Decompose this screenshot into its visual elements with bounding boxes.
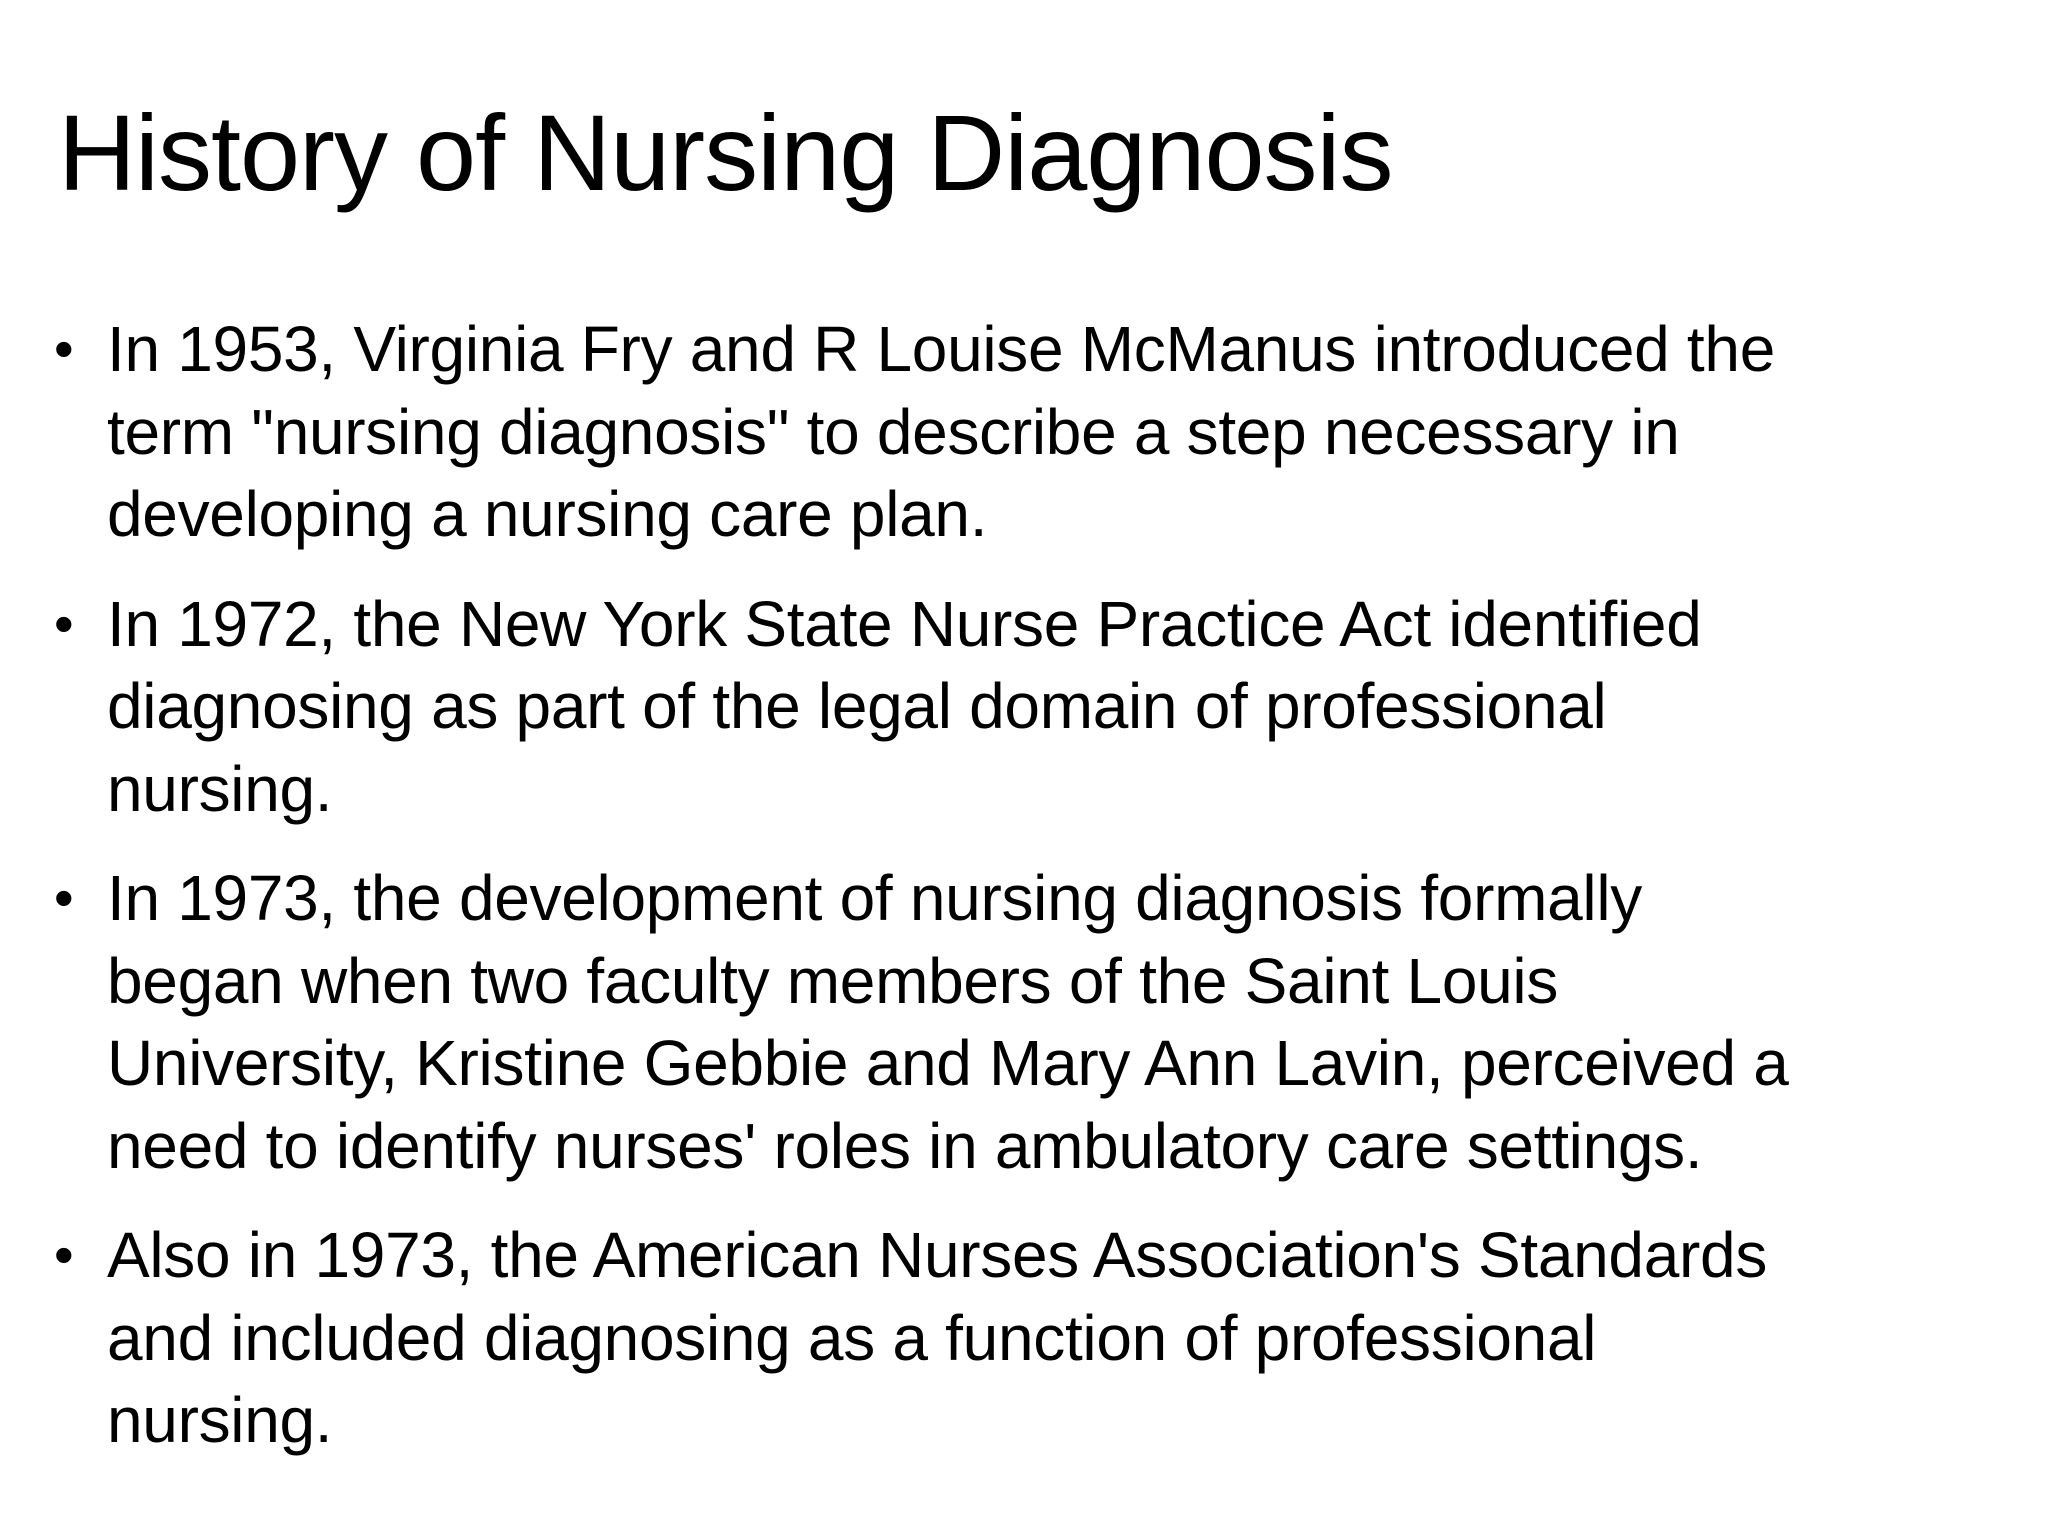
bullet-line: In 1972, the New York State Nurse Practice Act identified (107, 587, 1702, 660)
bullet-icon: • (54, 1223, 74, 1286)
bullet-item (54, 583, 1994, 831)
bullet-line: nursing. (107, 1384, 333, 1456)
bullet-line: University, Kristine Gebbie and Mary Ann Lavin, perceived a (107, 1027, 1789, 1099)
bullet-list (54, 308, 1994, 1489)
bullet-item (54, 857, 1994, 1187)
bullet-line: nursing. (107, 752, 333, 825)
bullet-icon: • (54, 591, 74, 655)
bullet-line: diagnosing as part of the legal domain of professional (107, 670, 1607, 742)
bullet-line: term "nursing diagnosis" to describe a step necessary in (107, 395, 1680, 468)
bullet-icon: • (54, 317, 74, 380)
bullet-item (54, 1214, 1994, 1462)
bullet-item (54, 308, 1994, 556)
slide-title: History of Nursing Diagnosis (58, 92, 1393, 213)
bullet-line: and included diagnosing as a function of professional (107, 1301, 1597, 1374)
bullet-line: Also in 1973, the American Nurses Association's Standards (107, 1219, 1768, 1291)
bullet-icon: • (54, 866, 74, 929)
bullet-line: In 1973, the development of nursing diagnosis formally (107, 862, 1642, 934)
bullet-line: In 1953, Virginia Fry and R Louise McManus introduced the (107, 313, 1775, 385)
bullet-line: began when two faculty members of the Saint Louis (107, 944, 1559, 1017)
bullet-line: need to identify nurses' roles in ambulatory care settings. (107, 1109, 1703, 1182)
bullet-line: developing a nursing care plan. (107, 478, 988, 550)
